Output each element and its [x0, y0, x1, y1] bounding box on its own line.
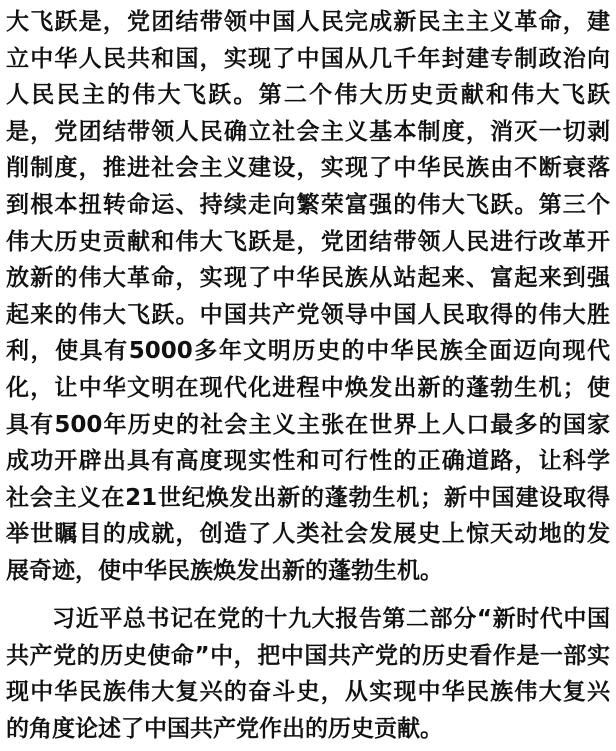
- document-page: [6, 0, 610, 751]
- paragraph-1-line-12: 具有500年历史的社会主义主张在世界上人口最多的国家: [6, 411, 610, 438]
- paragraph-1-line-2: 立中华人民共和国，实现了中国从几千年封建专制政治向: [6, 45, 610, 72]
- paragraph-1-line-13: 成功开辟出具有高度现实性和可行性的正确道路，让科学: [6, 448, 610, 475]
- paragraph-1: [6, 4, 610, 590]
- paragraph-1-line-6: 到根本扭转命运、持续走向繁荣富强的伟大飞跃。第三个: [6, 191, 610, 218]
- paragraph-1-line-10: 利，使具有5000多年文明历史的中华民族全面迈向现代: [6, 338, 610, 365]
- paragraph-2-line-1: 习近平总书记在党的十九大报告第二部分“新时代中国: [52, 606, 610, 632]
- paragraph-1-line-15: 举世瞩目的成就，创造了人类社会发展史上惊天动地的发: [6, 521, 610, 548]
- paragraph-1-line-9: 起来的伟大飞跃。中国共产党领导中国人民取得的伟大胜: [6, 301, 610, 328]
- paragraph-2-line-4: 的角度论述了中国共产党作出的历史贡献。: [6, 715, 443, 742]
- paragraph-1-line-7: 伟大历史贡献和伟大飞跃是，党团结带领人民进行改革开: [6, 228, 610, 255]
- paragraph-1-line-5: 削制度，推进社会主义建设，实现了中华民族由不断衰落: [6, 155, 610, 182]
- paragraph-1-line-11: 化，让中华文明在现代化进程中焕发出新的蓬勃生机；使: [6, 374, 610, 401]
- paragraph-1-line-14: 社会主义在21世纪焕发出新的蓬勃生机；新中国建设取得: [6, 484, 610, 511]
- paragraph-2-line-3: 现中华民族伟大复兴的奋斗史，从实现中华民族伟大复兴: [6, 679, 610, 706]
- paragraph-1-line-1: 大飞跃是，党团结带领中国人民完成新民主主义革命，建: [6, 9, 610, 35]
- paragraph-2: [6, 601, 610, 747]
- paragraph-1-line-8: 放新的伟大革命，实现了中华民族从站起来、富起来到强: [6, 265, 610, 292]
- paragraph-2-line-2: 共产党的历史使命”中，把中国共产党的历史看作是一部实: [6, 642, 610, 669]
- paragraph-1-line-4: 是，党团结带领人民确立社会主义基本制度，消灭一切剥: [6, 118, 610, 145]
- paragraph-1-line-3: 人民民主的伟大飞跃。第二个伟大历史贡献和伟大飞跃: [6, 82, 610, 109]
- paragraph-1-line-16: 展奇迹，使中华民族焕发出新的蓬勃生机。: [6, 557, 443, 584]
